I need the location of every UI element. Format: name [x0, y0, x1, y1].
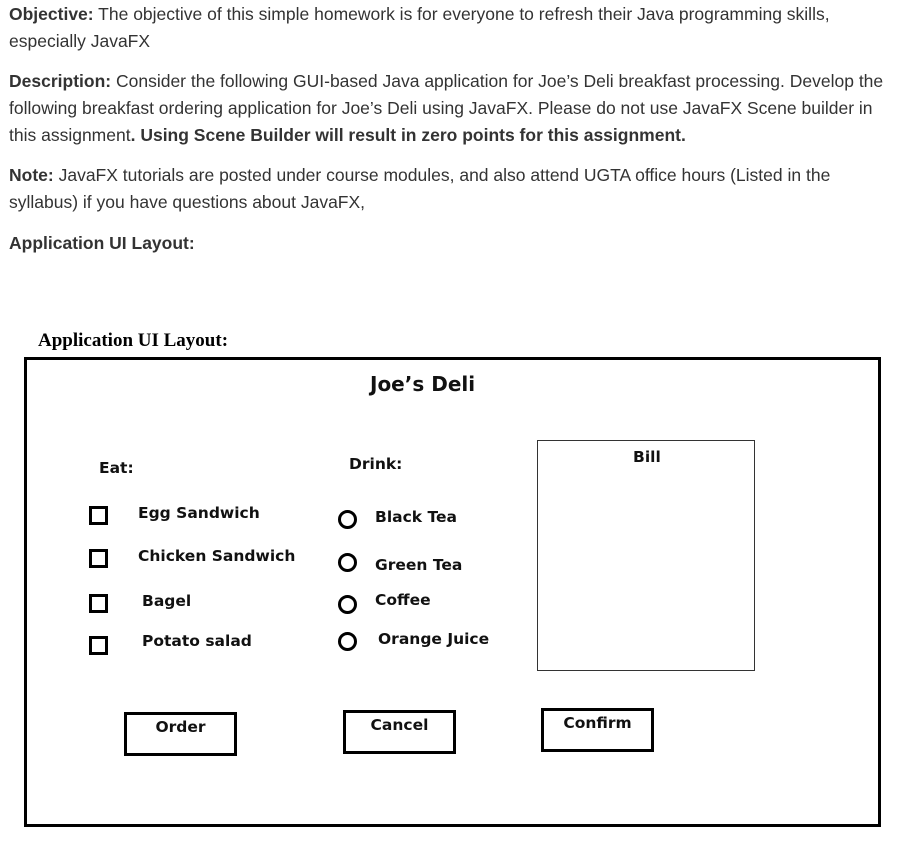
black-tea-label: Black Tea [375, 508, 457, 526]
note-paragraph [9, 162, 894, 216]
order-button[interactable] [124, 712, 237, 756]
potato-salad-label: Potato salad [142, 632, 252, 650]
black-tea-radio[interactable] [338, 510, 357, 529]
cancel-button[interactable] [343, 710, 456, 754]
ui-mockup-frame [24, 357, 881, 827]
chicken-sandwich-label: Chicken Sandwich [138, 547, 296, 565]
coffee-radio[interactable] [338, 595, 357, 614]
description-emphasis: . Using Scene Builder will result in zero points for this assignment. [130, 125, 686, 145]
objective-paragraph [9, 1, 894, 55]
orange-juice-label: Orange Juice [378, 630, 490, 648]
potato-salad-checkbox[interactable] [89, 636, 108, 655]
confirm-button-label: Confirm [563, 714, 632, 732]
objective-label: Objective: [9, 4, 94, 24]
figure-caption: Application UI Layout: [38, 330, 229, 351]
orange-juice-radio[interactable] [338, 632, 357, 651]
chicken-sandwich-checkbox[interactable] [89, 549, 108, 568]
bagel-label: Bagel [142, 592, 192, 610]
egg-sandwich-label: Egg Sandwich [138, 504, 260, 522]
egg-sandwich-checkbox[interactable] [89, 506, 108, 525]
bill-label: Bill [633, 448, 661, 466]
mockup-title: Joe’s Deli [370, 372, 476, 396]
note-label: Note: [9, 165, 54, 185]
note-text: JavaFX tutorials are posted under course modules, and also attend UGTA office hours (Listed in the syllabus) if you have questions about JavaFX, [9, 165, 831, 212]
description-label: Description: [9, 71, 112, 91]
green-tea-radio[interactable] [338, 553, 357, 572]
eat-label: Eat: [99, 459, 134, 477]
green-tea-label: Green Tea [375, 556, 463, 574]
objective-text: The objective of this simple homework is for everyone to refresh their Java programming skills, especially JavaFX [9, 4, 830, 51]
cancel-button-label: Cancel [370, 716, 429, 734]
description-text: Consider the following GUI-based Java application for Joe’s Deli breakfast processing. Develop the following breakfast ordering application for Joe’s Deli using JavaFX. Please do not use JavaFX Scene builder in this assignment [9, 71, 884, 145]
confirm-button[interactable] [541, 708, 654, 752]
drink-label: Drink: [349, 455, 403, 473]
description-paragraph [9, 68, 894, 149]
order-button-label: Order [155, 718, 206, 736]
bagel-checkbox[interactable] [89, 594, 108, 613]
coffee-label: Coffee [375, 591, 431, 609]
bill-area[interactable] [537, 440, 755, 671]
layout-heading: Application UI Layout: [9, 233, 195, 253]
